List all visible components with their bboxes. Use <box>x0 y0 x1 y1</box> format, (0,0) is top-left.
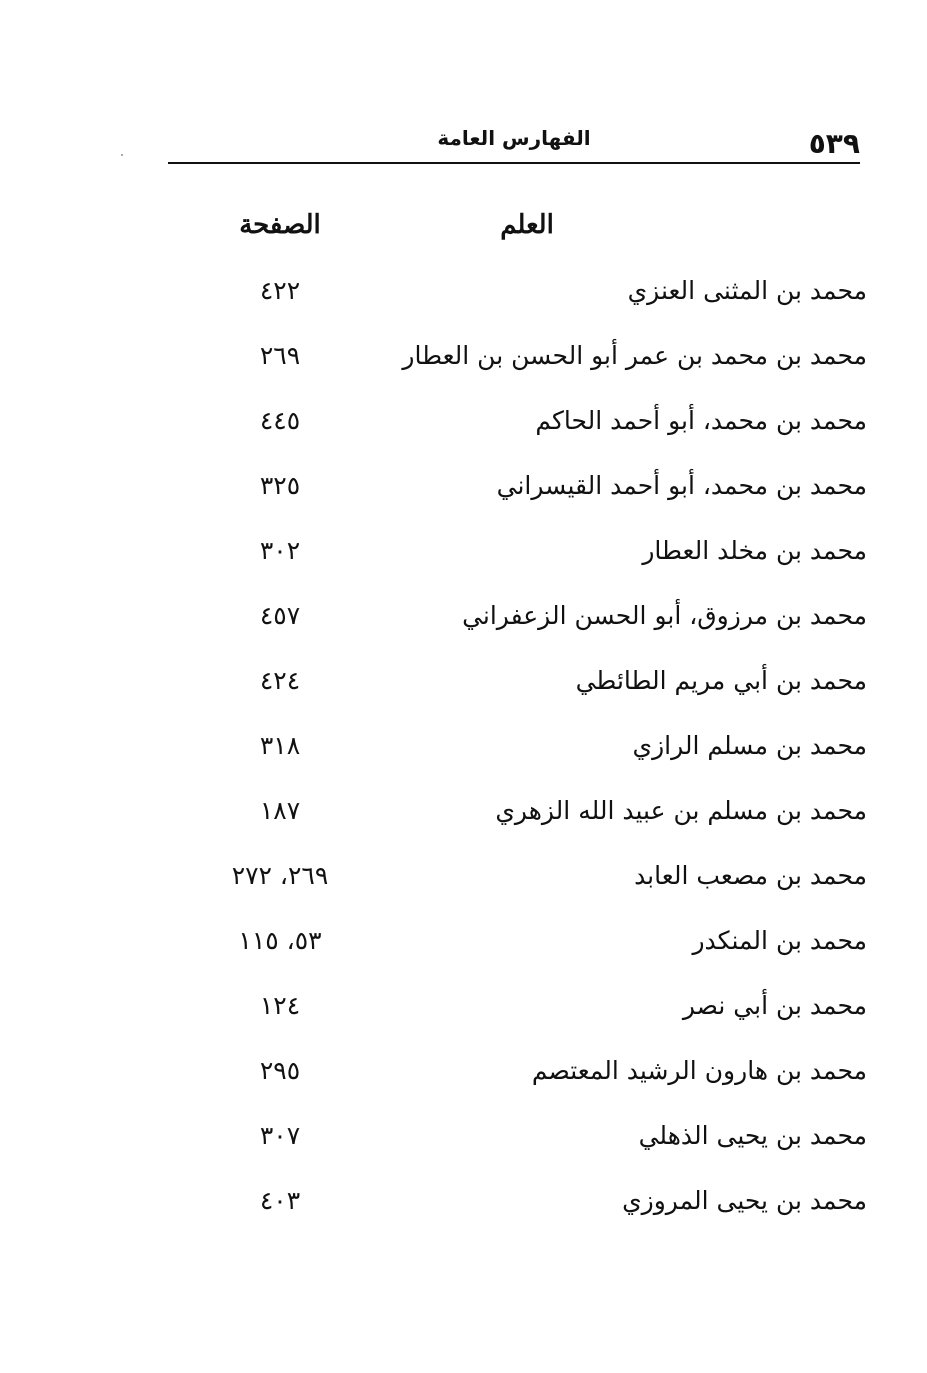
table-header <box>170 193 867 258</box>
entry-page: ٢٦٩، ٢٧٢ <box>231 861 329 890</box>
stray-mark <box>121 154 123 156</box>
entry-page: ٢٦٩ <box>259 341 301 370</box>
entry-page: ٤٥٧ <box>259 601 301 630</box>
table-row <box>170 778 867 843</box>
table-row <box>170 323 867 388</box>
table-row <box>170 583 867 648</box>
table-row <box>170 973 867 1038</box>
entry-name: محمد بن هارون الرشيد المعتصم <box>531 1056 867 1085</box>
entry-page: ٤٤٥ <box>259 406 301 435</box>
table-row <box>170 388 867 453</box>
entry-page: ٣٠٧ <box>259 1121 301 1150</box>
entry-name: محمد بن مسلم الرازي <box>632 731 867 760</box>
column-header-page: الصفحة <box>239 210 321 240</box>
entry-page: ٤٠٣ <box>259 1186 301 1215</box>
entry-name: محمد بن محمد بن عمر أبو الحسن بن العطار <box>402 341 867 370</box>
table-row <box>170 1038 867 1103</box>
table-row <box>170 648 867 713</box>
header-rule <box>168 162 860 164</box>
entry-name: محمد بن أبي مريم الطائطي <box>575 666 867 695</box>
table-row <box>170 713 867 778</box>
index-table <box>170 193 867 1233</box>
entry-name: محمد بن مخلد العطار <box>642 536 867 565</box>
entry-name: محمد بن مسلم بن عبيد الله الزهري <box>495 796 867 825</box>
entry-name: محمد بن يحيى المروزي <box>622 1186 867 1215</box>
table-row <box>170 1103 867 1168</box>
entry-page: ٤٢٤ <box>259 666 301 695</box>
table-row <box>170 453 867 518</box>
entry-page: ٤٢٢ <box>259 276 301 305</box>
entry-page: ٥٣، ١١٥ <box>238 926 322 955</box>
table-row <box>170 843 867 908</box>
table-row <box>170 1168 867 1233</box>
page-number: ٥٣٩ <box>808 127 860 160</box>
column-header-name: العلم <box>500 210 554 240</box>
entry-name: محمد بن محمد، أبو أحمد الحاكم <box>535 406 867 435</box>
entry-page: ١٨٧ <box>259 796 301 825</box>
entry-page: ٣٠٢ <box>259 536 301 565</box>
entry-name: محمد بن المنكدر <box>692 926 867 955</box>
entry-name: محمد بن يحيى الذهلي <box>638 1121 867 1150</box>
entry-page: ٢٩٥ <box>259 1056 301 1085</box>
entry-page: ٣١٨ <box>259 731 301 760</box>
table-row <box>170 908 867 973</box>
entry-name: محمد بن محمد، أبو أحمد القيسراني <box>496 471 867 500</box>
entry-name: محمد بن مرزوق، أبو الحسن الزعفراني <box>462 601 867 630</box>
table-row <box>170 518 867 583</box>
header-title: الفهارس العامة <box>437 126 591 150</box>
entry-name: محمد بن أبي نصر <box>682 991 867 1020</box>
table-row <box>170 258 867 323</box>
entry-page: ١٢٤ <box>259 991 301 1020</box>
running-header <box>168 120 860 164</box>
entry-name: محمد بن المثنى العنزي <box>627 276 867 305</box>
entry-name: محمد بن مصعب العابد <box>634 861 867 890</box>
entry-page: ٣٢٥ <box>259 471 301 500</box>
